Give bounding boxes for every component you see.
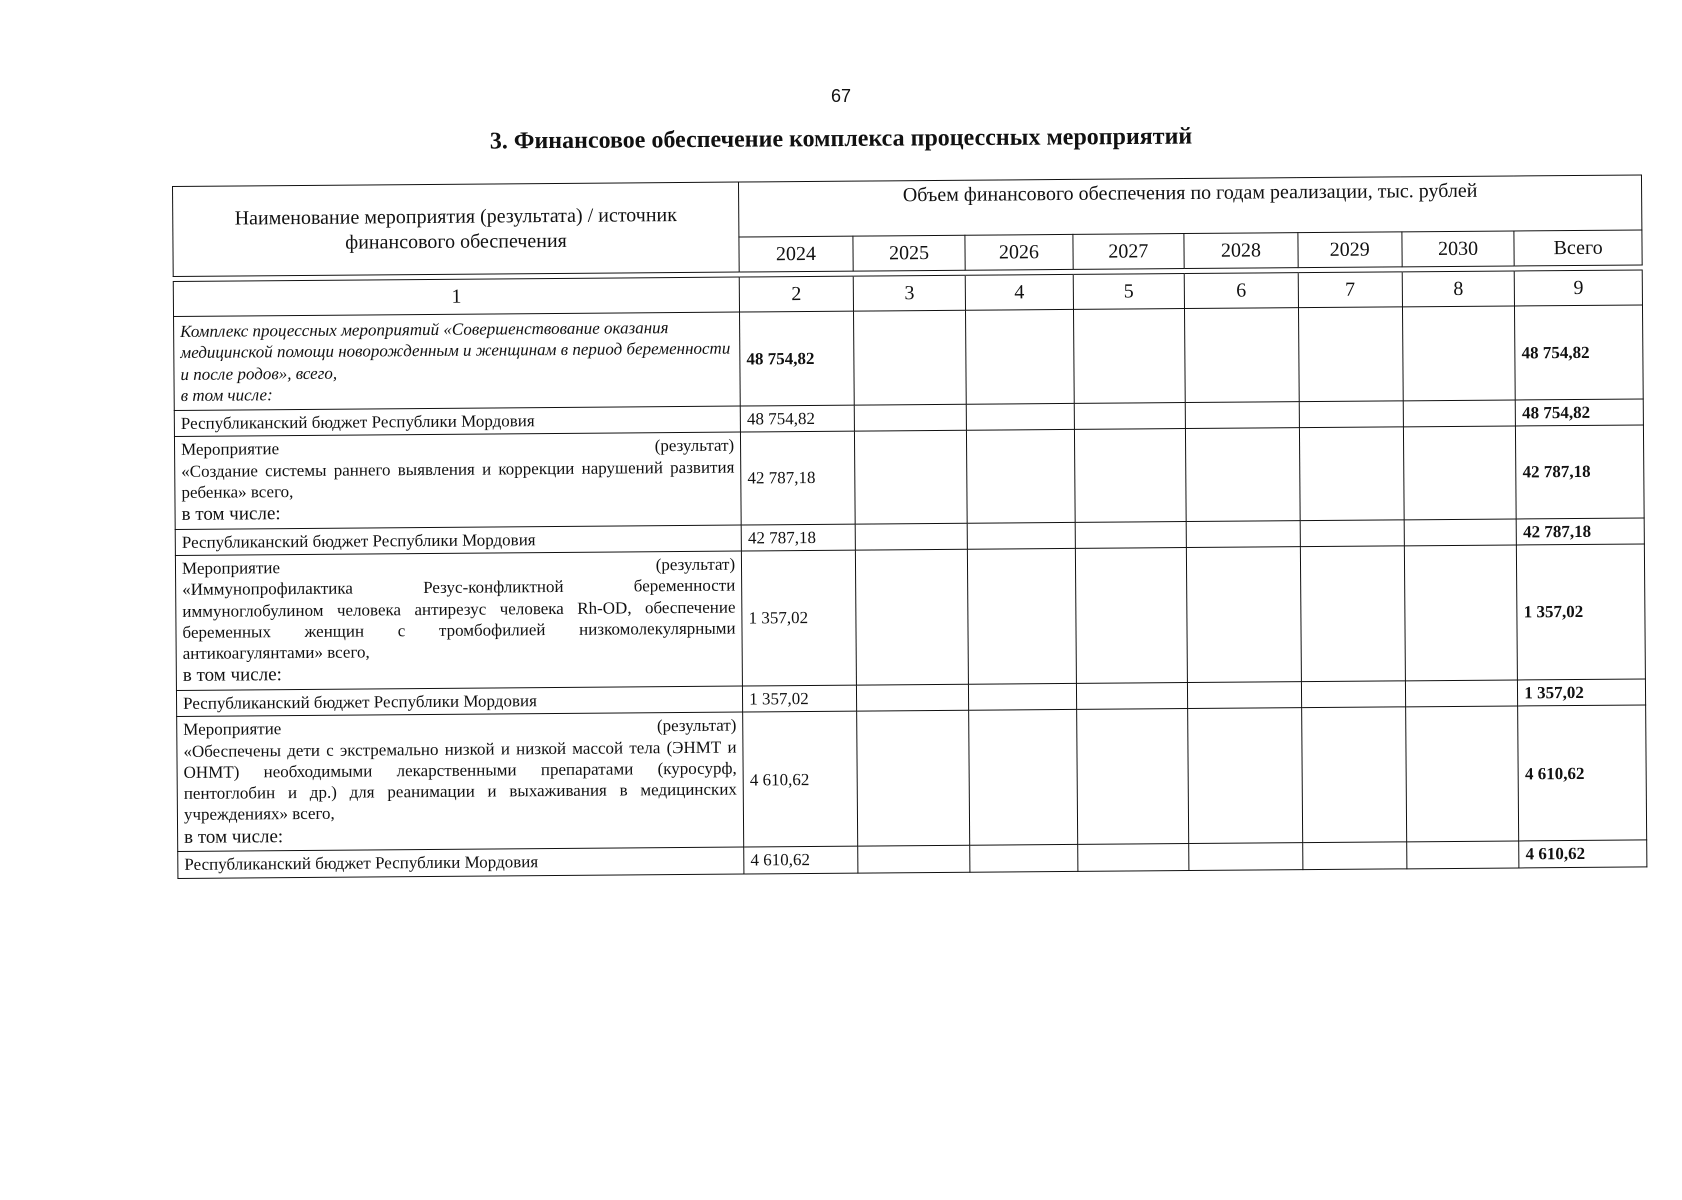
header-volume-cell: Объем финансового обеспечения по годам реализации, тыс. рублей — [739, 175, 1642, 237]
empty-cell — [1300, 546, 1405, 682]
empty-cell — [1405, 706, 1519, 842]
event2-name-cell — [175, 551, 742, 690]
column-number: 9 — [1514, 270, 1642, 306]
event3-result: (результат) — [656, 715, 737, 736]
table-row-event2 — [175, 544, 1645, 691]
event2-source-2024: 1 357,02 — [743, 685, 857, 712]
empty-cell — [1302, 842, 1406, 869]
empty-cell — [1188, 708, 1303, 844]
empty-cell — [1299, 401, 1403, 428]
event3-source-total: 4 610,62 — [1519, 840, 1647, 867]
event1-total: 42 787,18 — [1516, 425, 1644, 519]
empty-cell — [856, 711, 970, 847]
empty-cell — [970, 845, 1077, 872]
empty-cell — [1077, 844, 1189, 871]
empty-cell — [1186, 547, 1301, 683]
event3-total: 4 610,62 — [1518, 705, 1647, 841]
empty-cell — [1186, 520, 1300, 547]
year-2025: 2025 — [853, 235, 966, 271]
event1-name: «Создание системы раннего выявления и коррекции нарушений развития ребенка» всего, — [181, 457, 735, 502]
event3-label: Мероприятие — [183, 719, 282, 740]
empty-cell — [966, 309, 1074, 404]
event1-source-2024: 42 787,18 — [741, 524, 855, 551]
empty-cell — [856, 684, 969, 711]
event1-name-cell — [174, 432, 741, 529]
empty-cell — [855, 523, 968, 550]
page-number: 67 — [830, 86, 852, 106]
complex-incl: в том числе: — [180, 384, 273, 405]
event3-2024: 4 610,62 — [743, 711, 858, 847]
empty-cell — [1300, 520, 1404, 547]
empty-cell — [854, 404, 967, 431]
header-name-cell: Наименование мероприятия (результата) / источник финансового обеспечения — [173, 182, 740, 276]
empty-cell — [1076, 683, 1188, 710]
empty-cell — [968, 548, 1076, 684]
empty-cell — [1074, 429, 1186, 522]
event2-2024: 1 357,02 — [742, 550, 857, 686]
event3-name: «Обеспечены дети с экстремально низкой и низкой массой тела (ЭНМТ и ОНМТ) необходимыми лекарственными препаратами (куросурф, пентоглобин и др.) для реанимации и выхаживания в медицинских учреждениях» всего, — [183, 737, 737, 825]
column-number: 3 — [853, 275, 966, 311]
complex-source-total: 48 754,82 — [1516, 399, 1644, 426]
event1-source-name: Республиканский бюджет Республики Мордовия — [175, 525, 741, 556]
financing-table — [172, 174, 1647, 878]
event2-label: Мероприятие — [181, 558, 281, 578]
event2-source-name: Республиканский бюджет Республики Мордовия — [176, 686, 742, 717]
empty-cell — [1185, 402, 1299, 429]
empty-cell — [967, 430, 1075, 523]
column-number: 2 — [739, 276, 853, 312]
event1-source-total: 42 787,18 — [1516, 518, 1644, 545]
table-row-complex — [174, 305, 1644, 411]
complex-name: Комплекс процессных мероприятий «Совершенствование оказания медицинской помощи новорожденным и женщинам в период беременности и после родов», всего, — [180, 318, 731, 384]
event3-incl: в том числе: — [184, 825, 284, 848]
empty-cell — [967, 403, 1074, 430]
empty-cell — [1405, 680, 1518, 707]
column-number: 4 — [966, 274, 1073, 310]
year-2029: 2029 — [1298, 232, 1402, 268]
empty-cell — [1189, 843, 1303, 870]
complex-total: 48 754,82 — [1515, 305, 1643, 400]
empty-cell — [1073, 309, 1185, 404]
event1-2024: 42 787,18 — [741, 431, 855, 524]
table-row-event3 — [177, 705, 1647, 852]
year-2028: 2028 — [1184, 233, 1298, 269]
event1-label: Мероприятие — [180, 439, 280, 460]
empty-cell — [1404, 545, 1518, 681]
year-2030: 2030 — [1402, 231, 1515, 267]
column-number: 7 — [1298, 272, 1402, 308]
column-number: 8 — [1402, 271, 1515, 307]
empty-cell — [853, 310, 966, 405]
empty-cell — [1076, 709, 1189, 845]
empty-cell — [1404, 519, 1517, 546]
event2-source-total: 1 357,02 — [1518, 679, 1646, 706]
empty-cell — [968, 522, 1075, 549]
empty-cell — [1075, 521, 1187, 548]
empty-cell — [1186, 428, 1300, 521]
empty-cell — [1301, 707, 1406, 843]
year-2027: 2027 — [1072, 234, 1184, 270]
empty-cell — [1074, 403, 1186, 430]
complex-2024: 48 754,82 — [740, 311, 854, 406]
empty-cell — [1403, 426, 1516, 519]
empty-cell — [969, 710, 1077, 846]
empty-cell — [1402, 306, 1515, 401]
complex-source-name: Республиканский бюджет Республики Мордовия — [174, 406, 740, 437]
empty-cell — [969, 683, 1076, 710]
event2-result: (результат) — [655, 554, 736, 575]
empty-cell — [1406, 841, 1519, 868]
event3-source-2024: 4 610,62 — [744, 846, 858, 873]
empty-cell — [1299, 427, 1404, 520]
empty-cell — [1298, 307, 1403, 402]
column-number: 1 — [173, 277, 739, 316]
year-2026: 2026 — [965, 234, 1072, 270]
empty-cell — [855, 549, 969, 685]
empty-cell — [1185, 308, 1299, 403]
event1-incl: в том числе: — [181, 503, 281, 525]
empty-cell — [1403, 400, 1516, 427]
table-row-event1 — [174, 425, 1644, 529]
empty-cell — [1301, 681, 1405, 708]
event2-incl: в том числе: — [182, 664, 282, 687]
column-number: 5 — [1073, 274, 1185, 310]
empty-cell — [1187, 682, 1301, 709]
complex-source-2024: 48 754,82 — [740, 405, 854, 432]
event1-result: (результат) — [654, 435, 735, 456]
event3-source-name: Республиканский бюджет Республики Мордовия — [178, 847, 744, 878]
year-2024: 2024 — [739, 236, 853, 272]
page-title: 3. Финансовое обеспечение комплекса процессных мероприятий — [489, 123, 1193, 155]
event3-name-cell — [177, 712, 744, 851]
empty-cell — [854, 431, 967, 524]
year-total: Всего — [1514, 230, 1642, 266]
event2-total: 1 357,02 — [1517, 544, 1646, 680]
event2-name: «Иммунопрофилактика Резус-конфликтной беременности иммуноглобулином человека антирезус человека Rh-OD, обеспечение беременных женщин с тромбофилией низкомолекулярными антикоагулянтами» всего, — [182, 575, 736, 663]
empty-cell — [857, 846, 970, 873]
column-number: 6 — [1184, 273, 1298, 309]
empty-cell — [1075, 548, 1188, 684]
complex-name-cell — [174, 312, 741, 410]
